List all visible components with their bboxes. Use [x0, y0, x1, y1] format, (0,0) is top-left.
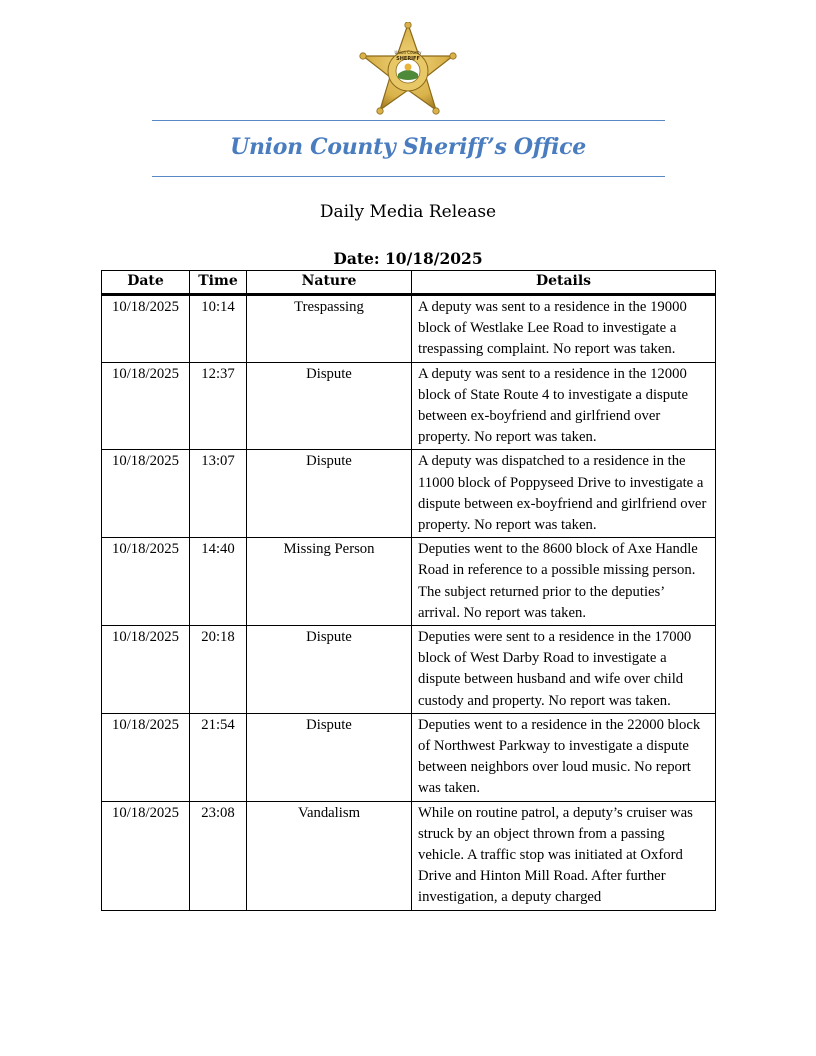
cell-nature: Dispute: [247, 713, 412, 801]
table-row: [102, 538, 716, 626]
cell-nature: Missing Person: [247, 538, 412, 626]
cell-details: Deputies went to a residence in the 22000 block of Northwest Parkway to investigate a dispute between neighbors over loud music. No report was taken.: [412, 713, 716, 801]
header-top-rule: [152, 120, 665, 121]
cell-time: 23:08: [190, 801, 247, 910]
column-header-date: Date: [102, 271, 190, 295]
cell-nature: Vandalism: [247, 801, 412, 910]
cell-date: 10/18/2025: [102, 801, 190, 910]
cell-details: Deputies were sent to a residence in the 17000 block of West Darby Road to investigate a dispute between husband and wife over child custody and property. No report was taken.: [412, 626, 716, 714]
cell-nature: Dispute: [247, 362, 412, 450]
column-header-details: Details: [412, 271, 716, 295]
cell-details: A deputy was dispatched to a residence in the 11000 block of Poppyseed Drive to investigate a dispute between ex-boyfriend and girlfriend over property. No report was taken.: [412, 450, 716, 538]
cell-details: A deputy was sent to a residence in the 12000 block of State Route 4 to investigate a dispute between ex-boyfriend and girlfriend over property. No report was taken.: [412, 362, 716, 450]
cell-time: 10:14: [190, 295, 247, 363]
cell-nature: Trespassing: [247, 295, 412, 363]
table-row: [102, 626, 716, 714]
cell-date: 10/18/2025: [102, 713, 190, 801]
table-header-row: [102, 271, 716, 295]
table-row: [102, 450, 716, 538]
table-row: [102, 713, 716, 801]
table-row: [102, 295, 716, 363]
cell-time: 20:18: [190, 626, 247, 714]
badge-ring-top-text: Union County: [394, 50, 422, 55]
cell-time: 21:54: [190, 713, 247, 801]
office-name: Union County Sheriff’s Office: [230, 134, 586, 160]
cell-details: A deputy was sent to a residence in the 19000 block of Westlake Lee Road to investigate a trespassing complaint. No report was taken.: [412, 295, 716, 363]
cell-date: 10/18/2025: [102, 362, 190, 450]
release-title: Daily Media Release: [319, 202, 497, 222]
cell-time: 14:40: [190, 538, 247, 626]
cell-time: 12:37: [190, 362, 247, 450]
badge-ring-text: SHERIFF: [396, 56, 420, 62]
release-date: Date: 10/18/2025: [333, 249, 483, 268]
cell-nature: Dispute: [247, 450, 412, 538]
incident-table: [101, 270, 716, 911]
cell-details: While on routine patrol, a deputy’s cruiser was struck by an object thrown from a passing vehicle. A traffic stop was initiated at Oxford Drive and Hinton Mill Road. After further investigation, a deputy charged: [412, 801, 716, 910]
cell-date: 10/18/2025: [102, 538, 190, 626]
cell-nature: Dispute: [247, 626, 412, 714]
cell-time: 13:07: [190, 450, 247, 538]
cell-date: 10/18/2025: [102, 295, 190, 363]
table-row: [102, 801, 716, 910]
sheriff-star-badge-icon: [356, 22, 460, 120]
cell-details: Deputies went to the 8600 block of Axe Handle Road in reference to a possible missing person. The subject returned prior to the deputies’ arrival. No report was taken.: [412, 538, 716, 626]
cell-date: 10/18/2025: [102, 450, 190, 538]
column-header-nature: Nature: [247, 271, 412, 295]
column-header-time: Time: [190, 271, 247, 295]
cell-date: 10/18/2025: [102, 626, 190, 714]
table-row: [102, 362, 716, 450]
header-bottom-rule: [152, 176, 665, 177]
